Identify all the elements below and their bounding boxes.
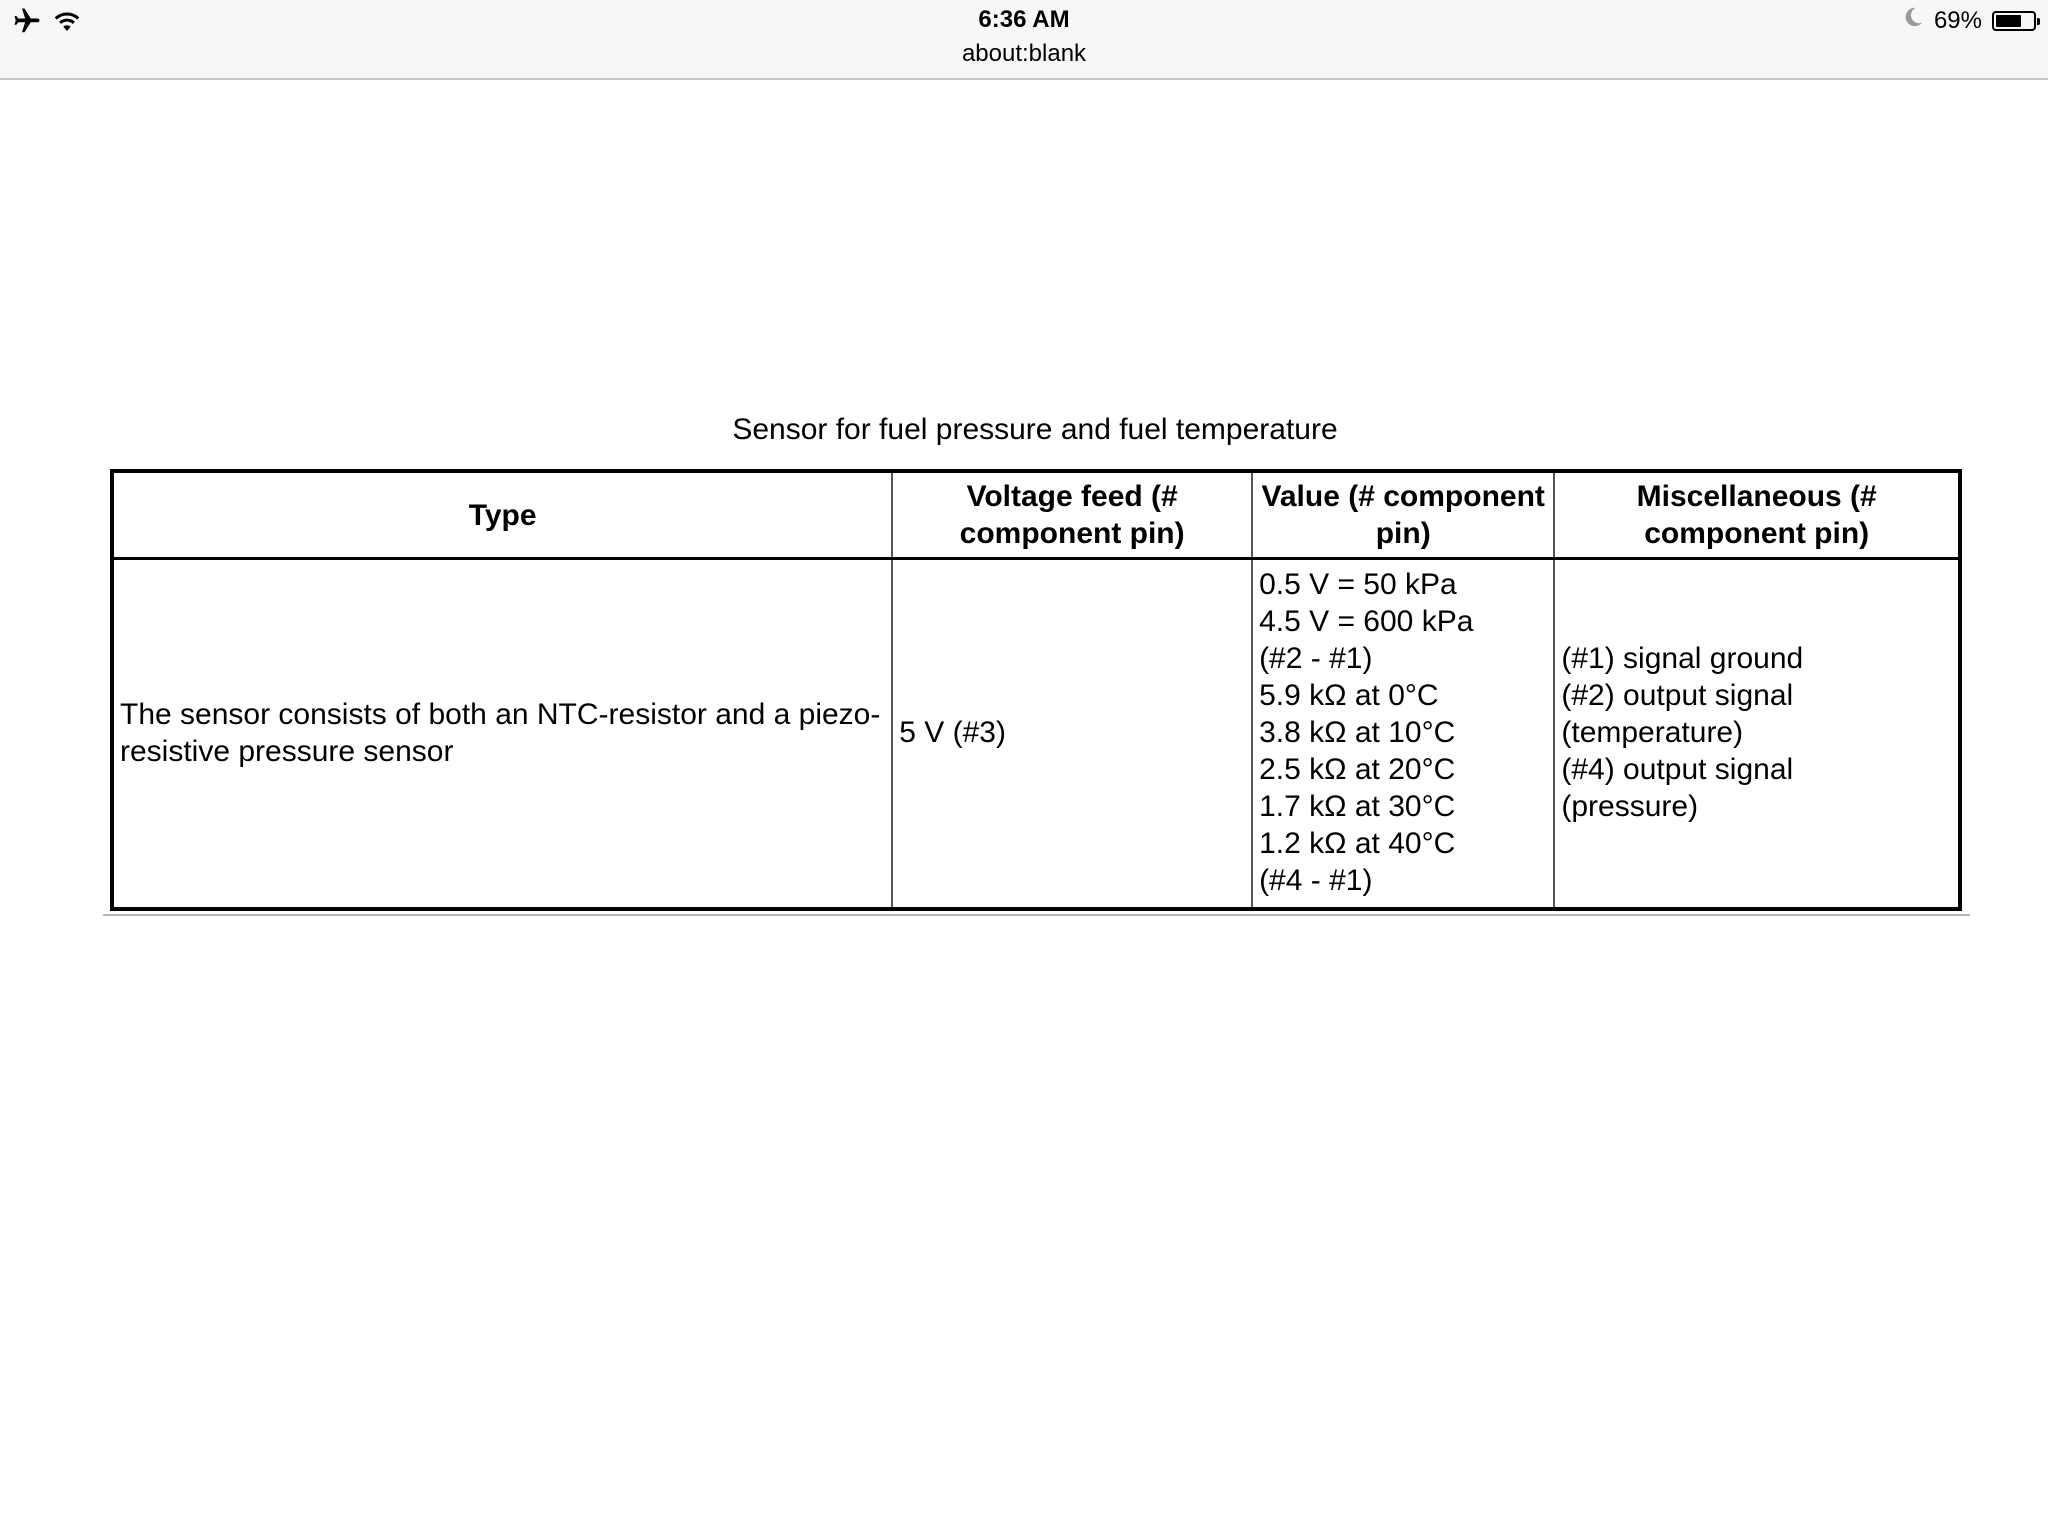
value-line: 1.7 kΩ at 30°C — [1259, 790, 1456, 823]
misc-line: (pressure) — [1561, 790, 1699, 823]
value-line: 0.5 V = 50 kPa — [1259, 568, 1457, 601]
table-header-row — [112, 471, 1960, 559]
value-line: 4.5 V = 600 kPa — [1259, 605, 1474, 638]
misc-line: (#4) output signal — [1561, 753, 1794, 786]
cell-miscellaneous — [1554, 559, 1960, 910]
moon-icon — [1902, 6, 1924, 35]
value-line: 2.5 kΩ at 20°C — [1259, 753, 1456, 786]
header-voltage-feed: Voltage feed (# component pin) — [892, 471, 1252, 559]
address-bar-url[interactable]: about:blank — [961, 40, 1087, 67]
table-caption: Sensor for fuel pressure and fuel temperature — [732, 413, 1338, 446]
cell-type: The sensor consists of both an NTC-resistor and a piezo-resistive pressure sensor — [112, 559, 892, 910]
cell-voltage-feed: 5 V (#3) — [892, 559, 1252, 910]
header-miscellaneous: Miscellaneous (# component pin) — [1554, 471, 1960, 559]
status-time: 6:36 AM — [978, 6, 1070, 33]
battery-percent: 69% — [1933, 6, 1982, 34]
table-row — [112, 559, 1960, 910]
header-type: Type — [112, 471, 892, 559]
misc-line: (temperature) — [1561, 716, 1744, 749]
header-value: Value (# component pin) — [1252, 471, 1554, 559]
misc-line: (#1) signal ground — [1561, 642, 1804, 675]
cell-value — [1252, 559, 1554, 910]
value-line: 3.8 kΩ at 10°C — [1259, 716, 1456, 749]
value-line: (#4 - #1) — [1259, 864, 1373, 897]
sensor-spec-table — [110, 469, 1962, 911]
battery-fill — [1996, 15, 2021, 27]
value-line: 5.9 kΩ at 0°C — [1259, 679, 1439, 712]
battery-icon — [1992, 11, 2036, 31]
value-line: 1.2 kΩ at 40°C — [1259, 827, 1456, 860]
misc-line: (#2) output signal — [1561, 679, 1794, 712]
status-bar — [0, 0, 2048, 80]
value-line: (#2 - #1) — [1259, 642, 1373, 675]
page-content — [0, 80, 2048, 1536]
page-divider — [103, 914, 1970, 916]
status-right-icons — [1902, 6, 2036, 35]
